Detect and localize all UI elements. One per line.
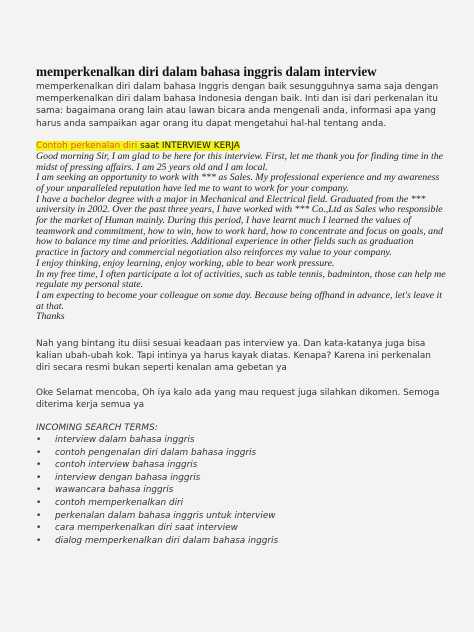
letter-paragraph: In my free time, I often participate a lot of activities, such as table tennis, badminton, those can help me regulate my personal state. (36, 268, 446, 291)
term-text: interview dalam bahasa inggris (55, 435, 195, 446)
list-item (36, 434, 446, 447)
list-item (36, 497, 446, 510)
letter-paragraph: I am seeking an opportunity to work with *** as Sales. My professional experience and my awareness of your unparalleled reputation have led me to want to work for your company. (36, 172, 440, 194)
term-text: cara memperkenalkan diri saat interview (55, 523, 238, 534)
list-item (36, 447, 446, 460)
section-heading (36, 140, 446, 152)
search-terms-title: INCOMING SEARCH TERMS: (36, 423, 158, 434)
bullet-icon: • (36, 447, 42, 458)
letter-paragraph: I have a bachelor degree with a major in Mechanical and Electrical field. Graduated from the *** university in 2002. Over the past three years, I have worked with *** Co.,Ltd as Sales who responsible for the market of Human mainly. During this period, I have learnt much I learned the values of teamwork and commitment, how to win, how to work hard, how to concentrate and focus on goals, and how to balance my time and priorities. Additional experience in other fields such as graduation practice in factory and commercial negotiation also reinforces my value to your company. (36, 193, 443, 259)
heading-part-2: saat INTERVIEW KERJA (140, 140, 240, 151)
term-text: contoh memperkenalkan diri (55, 498, 184, 509)
heading-part-1: Contoh perkenalan diri (36, 140, 138, 151)
list-item (36, 484, 446, 497)
term-text: contoh interview bahasa inggris (55, 460, 198, 471)
highlighted-heading (36, 141, 240, 151)
term-text: dialog memperkenalkan diri dalam bahasa inggris (55, 535, 279, 546)
bullet-icon: • (36, 523, 42, 534)
list-item (36, 472, 446, 485)
letter-paragraph: I am expecting to become your colleague on some day. Because being offhand in advance, let's leave it at that. (36, 289, 443, 312)
document-content (36, 64, 446, 547)
term-text: perkenalan dalam bahasa inggris untuk interview (55, 510, 276, 521)
bullet-icon: • (36, 472, 42, 483)
term-text: wawancara bahasa inggris (55, 485, 174, 496)
note-paragraph-1: Nah yang bintang itu diisi sesuai keadaan pas interview ya. Dan kata-katanya juga bisa kalian ubah-ubah kok. Tapi intinya ya harus kayak diatas. Kenapa? Karena ini perkenalan diri secara resmi bukan seperti kenalan ama gebetan ya (36, 339, 431, 374)
bullet-icon: • (36, 510, 42, 521)
list-item (36, 522, 446, 535)
intro-paragraph: memperkenalkan diri dalam bahasa Inggris dengan baik sesungguhnya sama saja dengan memperkenalkan diri dalam bahasa Indonesia dengan baik. Inti dan isi dari perkenalan itu sama: bagaimana orang lain atau lawan bicara anda mengenali anda, informasi apa yang harus anda sampaikan agar orang itu dapat mengetahui hal-hal tentang anda. (36, 82, 439, 129)
letter-paragraph: Good morning Sir, I am glad to be here for this interview. First, let me thank you for finding time in the midst of pressing affairs. I am 25 years old and I am local. (36, 150, 444, 173)
search-terms-list (36, 434, 446, 547)
note-paragraph-2: Oke Selamat mencoba, Oh iya kalo ada yang mau request juga silahkan dikomen. Semoga diterima kerja semua ya (36, 387, 440, 410)
list-item (36, 535, 446, 548)
term-text: interview dengan bahasa inggris (55, 472, 201, 483)
term-text: contoh pengenalan diri dalam bahasa inggris (55, 447, 257, 458)
letter-paragraph: Thanks (36, 311, 65, 323)
list-item (36, 459, 446, 472)
bullet-icon: • (36, 435, 42, 446)
interview-letter (36, 152, 446, 323)
bullet-icon: • (36, 460, 42, 471)
document-title: memperkenalkan diri dalam bahasa inggris dalam interview (36, 64, 377, 79)
list-item (36, 510, 446, 523)
bullet-icon: • (36, 498, 42, 509)
letter-paragraph: I enjoy thinking, enjoy learning, enjoy working, able to bear work pressure. (36, 257, 335, 269)
bullet-icon: • (36, 485, 42, 496)
bullet-icon: • (36, 535, 42, 546)
